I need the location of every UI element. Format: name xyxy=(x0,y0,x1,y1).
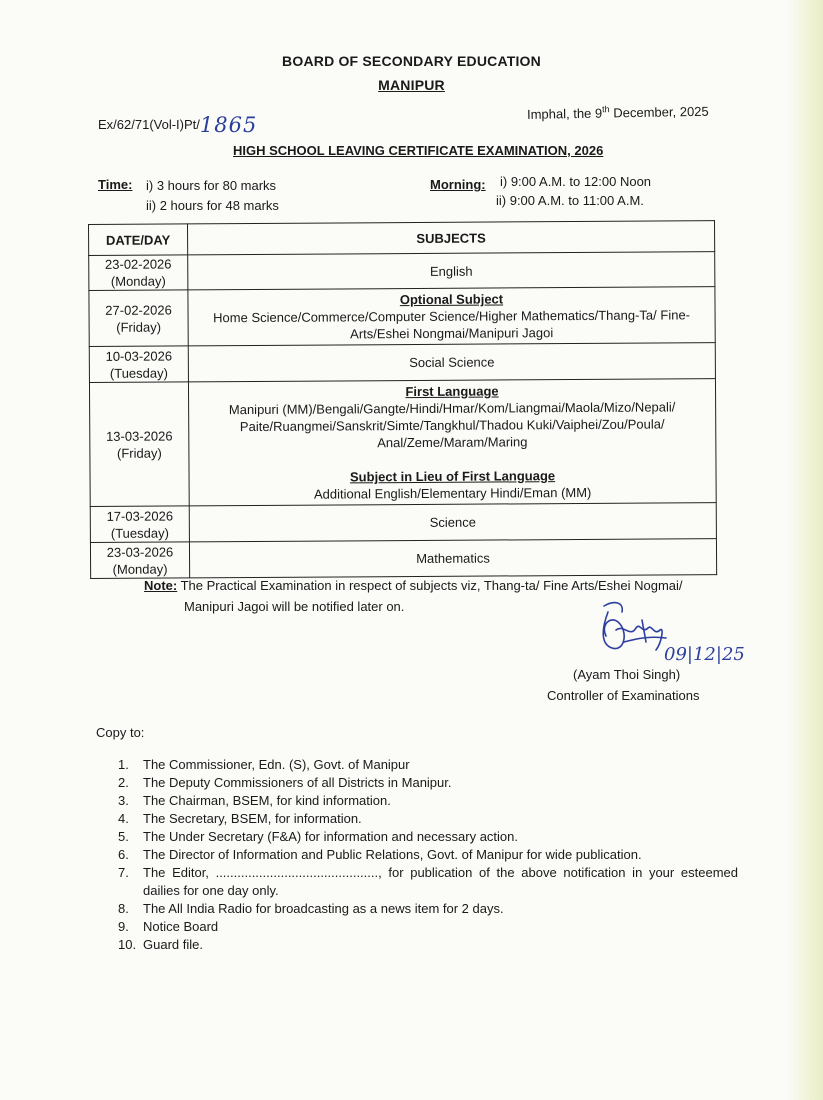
subject-heading: First Language xyxy=(405,383,499,400)
time-option-2: ii) 2 hours for 48 marks xyxy=(146,198,279,213)
header-date-day: DATE/DAY xyxy=(89,224,188,256)
day: (Monday) xyxy=(110,273,166,289)
morning-label: Morning: xyxy=(430,177,486,192)
subject-heading: Optional Subject xyxy=(399,291,504,308)
list-item xyxy=(118,918,738,936)
date-sup: th xyxy=(602,104,610,115)
row-date xyxy=(90,506,189,543)
list-item xyxy=(118,810,738,828)
list-item xyxy=(118,846,738,864)
ref-prefix: Ex/62/71(Vol-I)Pt/ xyxy=(98,117,200,132)
item-text: Guard file. xyxy=(143,937,203,952)
subject-list-2: Additional English/Elementary Hindi/Eman (MM) xyxy=(313,484,592,502)
table-row xyxy=(89,379,716,507)
copy-recipients-list xyxy=(118,756,738,954)
row-date xyxy=(90,542,189,579)
note-line-1: The Practical Examination in respect of subjects viz, Thang-ta/ Fine Arts/Eshei Nogmai/ xyxy=(177,578,683,593)
item-number: 4. xyxy=(118,811,129,826)
list-item xyxy=(118,864,738,900)
table-row xyxy=(90,503,716,543)
row-subject xyxy=(188,379,716,506)
table-header-row xyxy=(89,221,715,256)
list-item xyxy=(118,774,738,792)
date: 13-03-2026 xyxy=(105,427,173,444)
date: 27-02-2026 xyxy=(105,301,172,318)
list-item xyxy=(118,900,738,918)
ref-handwritten-number: 1865 xyxy=(199,113,258,137)
board-name: BOARD OF SECONDARY EDUCATION xyxy=(282,53,541,69)
item-number: 6. xyxy=(118,847,129,862)
day: (Friday) xyxy=(116,319,162,335)
subject-list: Manipuri (MM)/Bengali/Gangte/Hindi/Hmar/Kom/Liangmai/Maola/Mizo/Nepali/ Paite/Ruangmei/Sanskrit/Simte/Tangkhul/Thadou Kuki/Vaiphei/Zou/Poula/ Anal/Zeme/Maram/Maring xyxy=(228,399,676,451)
date-prefix: Imphal, the 9 xyxy=(526,105,603,122)
signatory-title: Controller of Examinations xyxy=(547,688,700,703)
exam-schedule-table xyxy=(88,220,717,579)
item-text: The Under Secretary (F&A) for information and necessary action. xyxy=(143,829,518,844)
row-date xyxy=(89,346,188,383)
list-item xyxy=(118,792,738,810)
time-option-1: i) 3 hours for 80 marks xyxy=(146,178,277,193)
date: 23-02-2026 xyxy=(104,256,172,272)
row-date xyxy=(89,255,188,291)
signatory-name: (Ayam Thoi Singh) xyxy=(573,667,681,682)
item-number: 5. xyxy=(118,829,129,844)
date: 17-03-2026 xyxy=(106,507,174,524)
item-text: The Deputy Commissioners of all Districts in Manipur. xyxy=(143,775,452,790)
item-text: The Director of Information and Public Relations, Govt. of Manipur for wide publication. xyxy=(143,847,642,862)
signature-image xyxy=(594,598,745,668)
issue-date xyxy=(527,102,709,121)
item-text: The Chairman, BSEM, for kind information. xyxy=(143,793,391,808)
date: 23-03-2026 xyxy=(106,543,174,560)
list-item xyxy=(118,828,738,846)
item-text: The Editor, ............................................., for publication of the above notification in your esteemed dailies for one day only. xyxy=(143,865,738,898)
item-number: 9. xyxy=(118,919,129,934)
reference-number xyxy=(98,110,258,137)
note-label: Note: xyxy=(144,578,178,593)
subject-list: Home Science/Commerce/Computer Science/Higher Mathematics/Thang-Ta/ Fine-Arts/Eshei Nongmai/Manipuri Jagoi xyxy=(213,307,691,342)
item-number: 2. xyxy=(118,775,129,790)
row-subject: English xyxy=(188,252,715,290)
row-date xyxy=(89,382,189,507)
item-number: 8. xyxy=(118,901,129,916)
note-line-2: Manipuri Jagoi will be notified later on. xyxy=(184,599,405,614)
item-number: 7. xyxy=(118,865,129,880)
copy-to-label: Copy to: xyxy=(96,725,145,740)
row-subject: Social Science xyxy=(188,343,715,382)
item-number: 10. xyxy=(118,937,137,952)
date: 10-03-2026 xyxy=(105,347,173,364)
row-subject xyxy=(188,287,715,346)
list-item xyxy=(118,936,738,954)
table-row xyxy=(89,252,715,291)
board-state: MANIPUR xyxy=(378,77,445,93)
table-row xyxy=(89,287,715,347)
item-number: 1. xyxy=(118,757,129,772)
page-edge-shadow xyxy=(787,0,823,1100)
table-row xyxy=(90,539,716,579)
row-date xyxy=(89,290,188,347)
exam-title: HIGH SCHOOL LEAVING CERTIFICATE EXAMINATION, 2026 xyxy=(233,143,604,158)
item-text: Notice Board xyxy=(143,919,219,934)
day: (Tuesday) xyxy=(109,365,168,381)
day: (Friday) xyxy=(116,445,162,461)
note xyxy=(144,578,683,593)
row-subject: Science xyxy=(189,503,716,542)
table-row xyxy=(89,343,715,383)
svg-text:09|12|25: 09|12|25 xyxy=(664,644,745,665)
item-number: 3. xyxy=(118,793,129,808)
item-text: The All India Radio for broadcasting as a news item for 2 days. xyxy=(143,901,504,916)
time-label: Time: xyxy=(98,177,133,192)
item-text: The Commissioner, Edn. (S), Govt. of Manipur xyxy=(143,757,410,772)
row-subject: Mathematics xyxy=(189,539,716,578)
item-text: The Secretary, BSEM, for information. xyxy=(143,811,362,826)
morning-option-2: ii) 9:00 A.M. to 11:00 A.M. xyxy=(496,193,644,208)
morning-option-1: i) 9:00 A.M. to 12:00 Noon xyxy=(500,174,652,189)
header-subjects: SUBJECTS xyxy=(188,221,715,255)
subject-heading-2: Subject in Lieu of First Language xyxy=(349,468,556,485)
day: (Tuesday) xyxy=(110,525,169,541)
date-suffix: December, 2025 xyxy=(609,103,709,121)
list-item xyxy=(118,756,738,774)
day: (Monday) xyxy=(112,561,168,577)
